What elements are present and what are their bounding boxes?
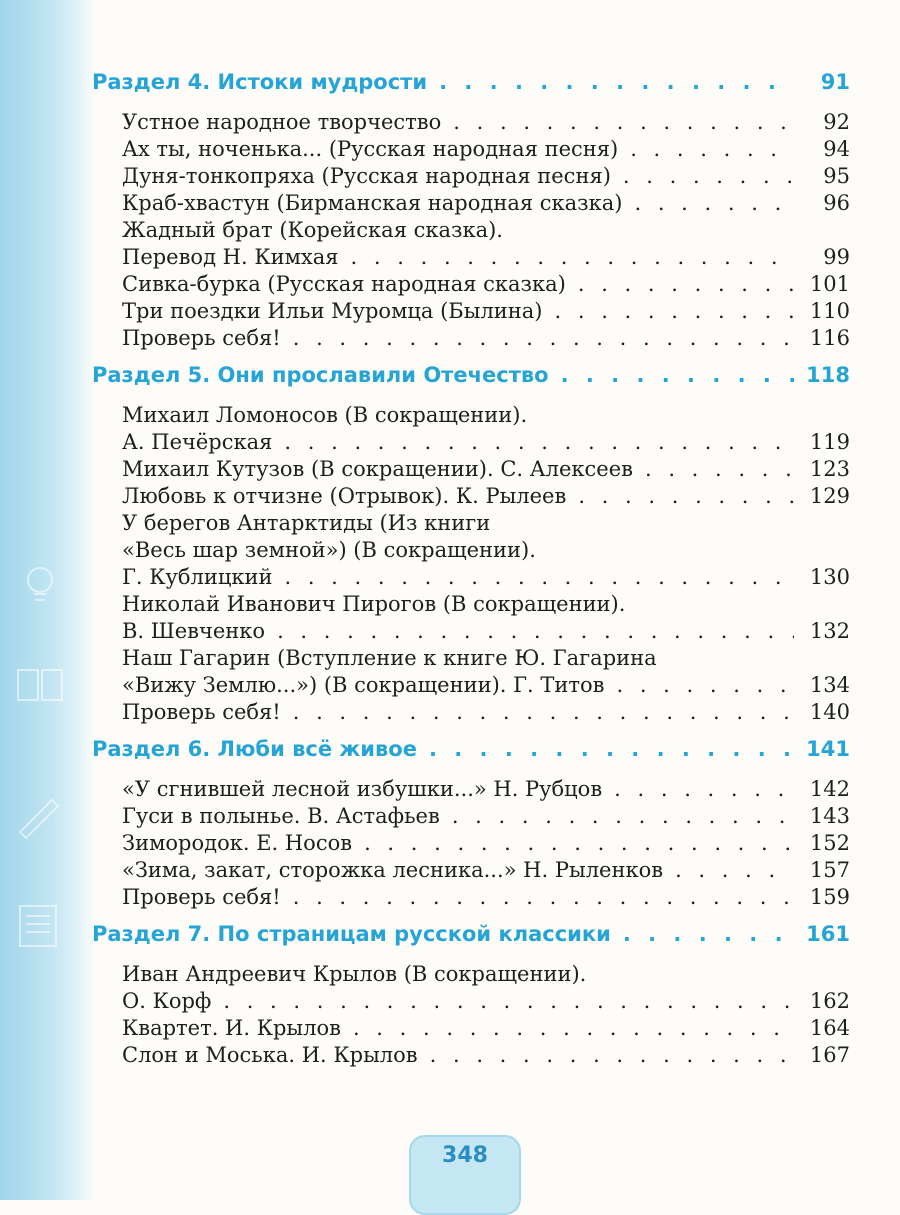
leader-dots	[634, 191, 794, 215]
toc-entry[interactable]	[122, 989, 850, 1016]
entry-title: Проверь себя!	[122, 885, 281, 909]
entry-page: 164	[809, 1016, 850, 1040]
entry-page: 96	[823, 191, 850, 215]
leader-dots	[555, 299, 795, 323]
toc-entry[interactable]	[122, 885, 850, 912]
decorative-side-band	[0, 0, 95, 1200]
leader-dots	[614, 777, 794, 801]
leader-dots	[616, 673, 794, 697]
entry-title: Дуня-тонкопряха (Русская народная песня)	[122, 164, 611, 188]
entry-page: 123	[809, 457, 850, 481]
leader-dots	[645, 457, 794, 481]
leader-dots	[293, 885, 794, 909]
toc-entry[interactable]	[122, 484, 850, 511]
entry-title: Квартет. И. Крылов	[122, 1016, 341, 1040]
entry-title: «У сгнившей лесной избушки...» Н. Рубцов	[122, 777, 603, 801]
book-doodle-icon	[12, 660, 68, 710]
leader-dots	[351, 245, 794, 269]
entry-title-line: У берегов Антарктиды (Из книги	[122, 511, 491, 535]
entry-title: «Зима, закат, сторожка лесника...» Н. Рыленков	[122, 858, 664, 882]
table-of-contents	[92, 70, 850, 1070]
section-page: 161	[806, 922, 850, 946]
leader-dots	[430, 1043, 794, 1067]
entry-page: 130	[809, 565, 850, 589]
entry-page: 95	[823, 164, 850, 188]
section-heading[interactable]	[92, 737, 850, 773]
entry-page: 142	[809, 777, 850, 801]
section-heading[interactable]	[92, 363, 850, 399]
entry-title: Слон и Моська. И. Крылов	[122, 1043, 418, 1067]
entry-title-line: Николай Иванович Пирогов (В сокращении).	[122, 592, 626, 616]
section-title: Раздел 4. Истоки мудрости	[92, 70, 428, 94]
entry-title: Зимородок. Е. Носов	[122, 831, 353, 855]
leader-dots	[452, 804, 794, 828]
toc-entry[interactable]	[122, 457, 850, 484]
entry-page: 152	[809, 831, 850, 855]
toc-entry[interactable]	[122, 1016, 850, 1043]
entry-page: 157	[809, 858, 850, 882]
toc-entry[interactable]	[122, 326, 850, 353]
toc-entry[interactable]	[122, 110, 850, 137]
toc-entry[interactable]	[122, 831, 850, 858]
entry-page: 129	[809, 484, 850, 508]
entry-page: 140	[809, 700, 850, 724]
entry-title-line: «Весь шар земной») (В сокращении).	[122, 538, 536, 562]
section-page: 141	[806, 737, 850, 761]
leader-dots	[429, 737, 794, 761]
leader-dots	[293, 326, 794, 350]
entry-title-line: Михаил Ломоносов (В сокращении).	[122, 403, 528, 427]
entry-page: 134	[809, 673, 850, 697]
entry-title: Г. Кублицкий	[122, 565, 273, 589]
entry-title: Проверь себя!	[122, 326, 281, 350]
leader-dots	[223, 989, 794, 1013]
leader-dots	[578, 484, 794, 508]
leader-dots	[578, 272, 794, 296]
entry-title-line: Наш Гагарин (Вступление к книге Ю. Гагарина	[122, 646, 657, 670]
entry-page: 94	[823, 137, 850, 161]
section-title: Раздел 5. Они прославили Отечество	[92, 363, 549, 387]
leader-dots	[623, 164, 794, 188]
leader-dots	[453, 110, 794, 134]
leader-dots	[561, 363, 794, 387]
entry-page: 143	[809, 804, 850, 828]
notebook-doodle-icon	[12, 900, 68, 950]
entry-title: В. Шевченко	[122, 619, 266, 643]
toc-entry[interactable]	[122, 673, 850, 700]
entry-page: 119	[809, 430, 850, 454]
leader-dots	[630, 137, 794, 161]
leader-dots	[439, 70, 794, 94]
toc-entry[interactable]	[122, 1043, 850, 1070]
entry-title: Любовь к отчизне (Отрывок). К. Рылеев	[122, 484, 567, 508]
entry-title: Краб-хвастун (Бирманская народная сказка)	[122, 191, 623, 215]
toc-entry[interactable]	[122, 137, 850, 164]
entry-page: 159	[809, 885, 850, 909]
page-number: 348	[442, 1143, 488, 1168]
toc-entry[interactable]	[122, 565, 850, 592]
leader-dots	[284, 430, 794, 454]
entry-title-line: Жадный брат (Корейская сказка).	[122, 218, 503, 242]
entry-title-line: Иван Андреевич Крылов (В сокращении).	[122, 962, 587, 986]
pencil-doodle-icon	[12, 790, 68, 840]
toc-entry[interactable]	[122, 191, 850, 218]
section-page: 118	[806, 363, 850, 387]
section-title: Раздел 7. По страницам русской классики	[92, 922, 611, 946]
leader-dots	[675, 858, 794, 882]
entry-page: 162	[809, 989, 850, 1013]
entry-page: 101	[809, 272, 850, 296]
entry-title: Гуси в полынье. В. Астафьев	[122, 804, 440, 828]
toc-entry[interactable]	[122, 700, 850, 727]
toc-entry[interactable]	[122, 299, 850, 326]
toc-entry[interactable]	[122, 619, 850, 646]
leader-dots	[277, 619, 794, 643]
entry-title: Перевод Н. Кимхая	[122, 245, 339, 269]
entry-page: 92	[823, 110, 850, 134]
entry-page: 110	[809, 299, 850, 323]
entry-page: 116	[809, 326, 850, 350]
leader-dots	[364, 831, 794, 855]
toc-entry[interactable]	[122, 430, 850, 457]
entry-title: Устное народное творчество	[122, 110, 442, 134]
toc-entry[interactable]	[122, 164, 850, 191]
leader-dots	[623, 922, 794, 946]
section-title: Раздел 6. Люби всё живое	[92, 737, 417, 761]
entry-title: Ах ты, ноченька... (Русская народная песня)	[122, 137, 619, 161]
toc-entry[interactable]	[122, 804, 850, 831]
entry-page: 167	[809, 1043, 850, 1067]
leader-dots	[284, 565, 794, 589]
toc-entry[interactable]	[122, 272, 850, 299]
toc-entry[interactable]	[122, 858, 850, 885]
entry-title: Три поездки Ильи Муромца (Былина)	[122, 299, 543, 323]
entry-title: Сивка-бурка (Русская народная сказка)	[122, 272, 566, 296]
leader-dots	[353, 1016, 794, 1040]
section-heading[interactable]	[92, 70, 850, 106]
entry-title: А. Печёрская	[122, 430, 273, 454]
entry-title: Проверь себя!	[122, 700, 281, 724]
lightbulb-doodle-icon	[12, 560, 68, 610]
section-heading[interactable]	[92, 922, 850, 958]
leader-dots	[293, 700, 794, 724]
entry-title: Михаил Кутузов (В сокращении). С. Алексеев	[122, 457, 633, 481]
toc-entry[interactable]	[122, 777, 850, 804]
toc-entry[interactable]	[122, 245, 850, 272]
entry-page: 132	[809, 619, 850, 643]
section-page: 91	[820, 70, 850, 94]
entry-title: О. Корф	[122, 989, 212, 1013]
entry-title: «Вижу Землю...») (В сокращении). Г. Титов	[122, 673, 605, 697]
entry-page: 99	[823, 245, 850, 269]
